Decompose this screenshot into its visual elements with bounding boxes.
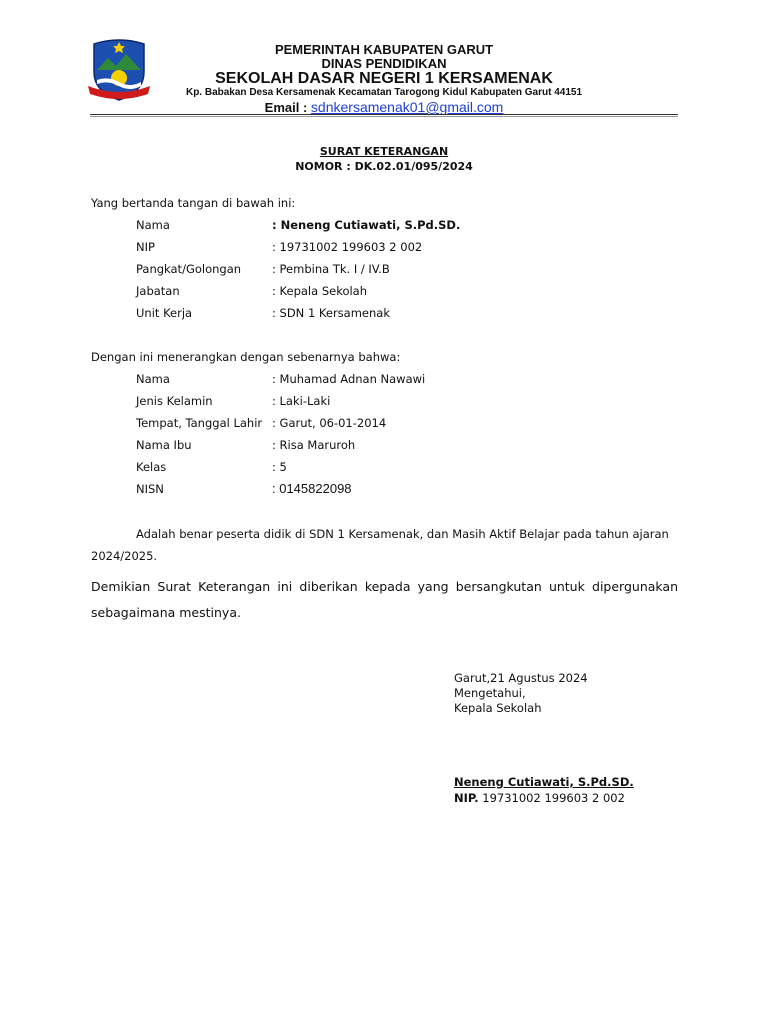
student-value: : Risa Maruroh (272, 438, 356, 452)
header-divider (90, 114, 678, 115)
student-intro: Dengan ini menerangkan dengan sebenarnya bahwa: (91, 350, 401, 364)
letter-number: NOMOR : DK.02.01/095/2024 (295, 160, 473, 173)
student-value: : Muhamad Adnan Nawawi (272, 372, 426, 386)
school-name: SEKOLAH DASAR NEGERI 1 KERSAMENAK (215, 70, 553, 87)
student-value: : Garut, 06-01-2014 (272, 416, 387, 430)
signature-position: Kepala Sekolah (454, 701, 542, 715)
email-link[interactable]: sdnkersamenak01@gmail.com (310, 99, 504, 115)
signer-label: NIP (136, 240, 155, 254)
signer-label: Jabatan (136, 284, 180, 298)
signature-nip (454, 791, 625, 805)
signer-value: : 19731002 199603 2 002 (272, 240, 423, 254)
student-value: : 0145822098 (272, 481, 352, 496)
signer-value: : SDN 1 Kersamenak (272, 306, 390, 320)
student-label: Jenis Kelamin (136, 394, 213, 408)
statement-line-2: 2024/2025. (91, 549, 158, 563)
email-label: Email : (264, 100, 311, 115)
signature-acknowledged: Mengetahui, (454, 686, 526, 700)
signature-nip-label: NIP. (454, 791, 479, 805)
header-divider-thin (90, 116, 678, 117)
student-value: : Laki-Laki (272, 394, 331, 408)
closing-paragraph: Demikian Surat Keterangan ini diberikan kepada yang bersangkutan untuk dipergunakan sebagaimana mestinya. (91, 579, 678, 620)
signer-value: : Neneng Cutiawati, S.Pd.SD. (272, 218, 461, 232)
signature-nip-value: 19731002 199603 2 002 (478, 791, 625, 805)
signer-value: : Pembina Tk. I / IV.B (272, 262, 390, 276)
student-label: Nama (136, 372, 170, 386)
signer-value: : Kepala Sekolah (272, 284, 368, 298)
student-label: NISN (136, 482, 164, 496)
student-label: Nama Ibu (136, 438, 192, 452)
signer-label: Unit Kerja (136, 306, 193, 320)
signature-place-date: Garut,21 Agustus 2024 (454, 671, 588, 685)
statement-line-1: Adalah benar peserta didik di SDN 1 Kersamenak, dan Masih Aktif Belajar pada tahun ajaran (136, 527, 669, 541)
school-address: Kp. Babakan Desa Kersamenak Kecamatan Tarogong Kidul Kabupaten Garut 44151 (185, 87, 583, 98)
agency-name: DINAS PENDIDIKAN (321, 56, 447, 71)
signer-label: Pangkat/Golongan (136, 262, 242, 276)
email-line (150, 99, 618, 115)
letter-title: SURAT KETERANGAN (319, 145, 449, 158)
student-label: Tempat, Tanggal Lahir (136, 416, 263, 430)
signature-name: Neneng Cutiawati, S.Pd.SD. (454, 775, 634, 789)
student-value: : 5 (272, 460, 287, 474)
student-label: Kelas (136, 460, 167, 474)
government-name: PEMERINTAH KABUPATEN GARUT (274, 42, 494, 57)
signer-intro: Yang bertanda tangan di bawah ini: (91, 196, 296, 210)
garut-regency-crest-icon (88, 36, 150, 102)
signer-label: Nama (136, 218, 170, 232)
